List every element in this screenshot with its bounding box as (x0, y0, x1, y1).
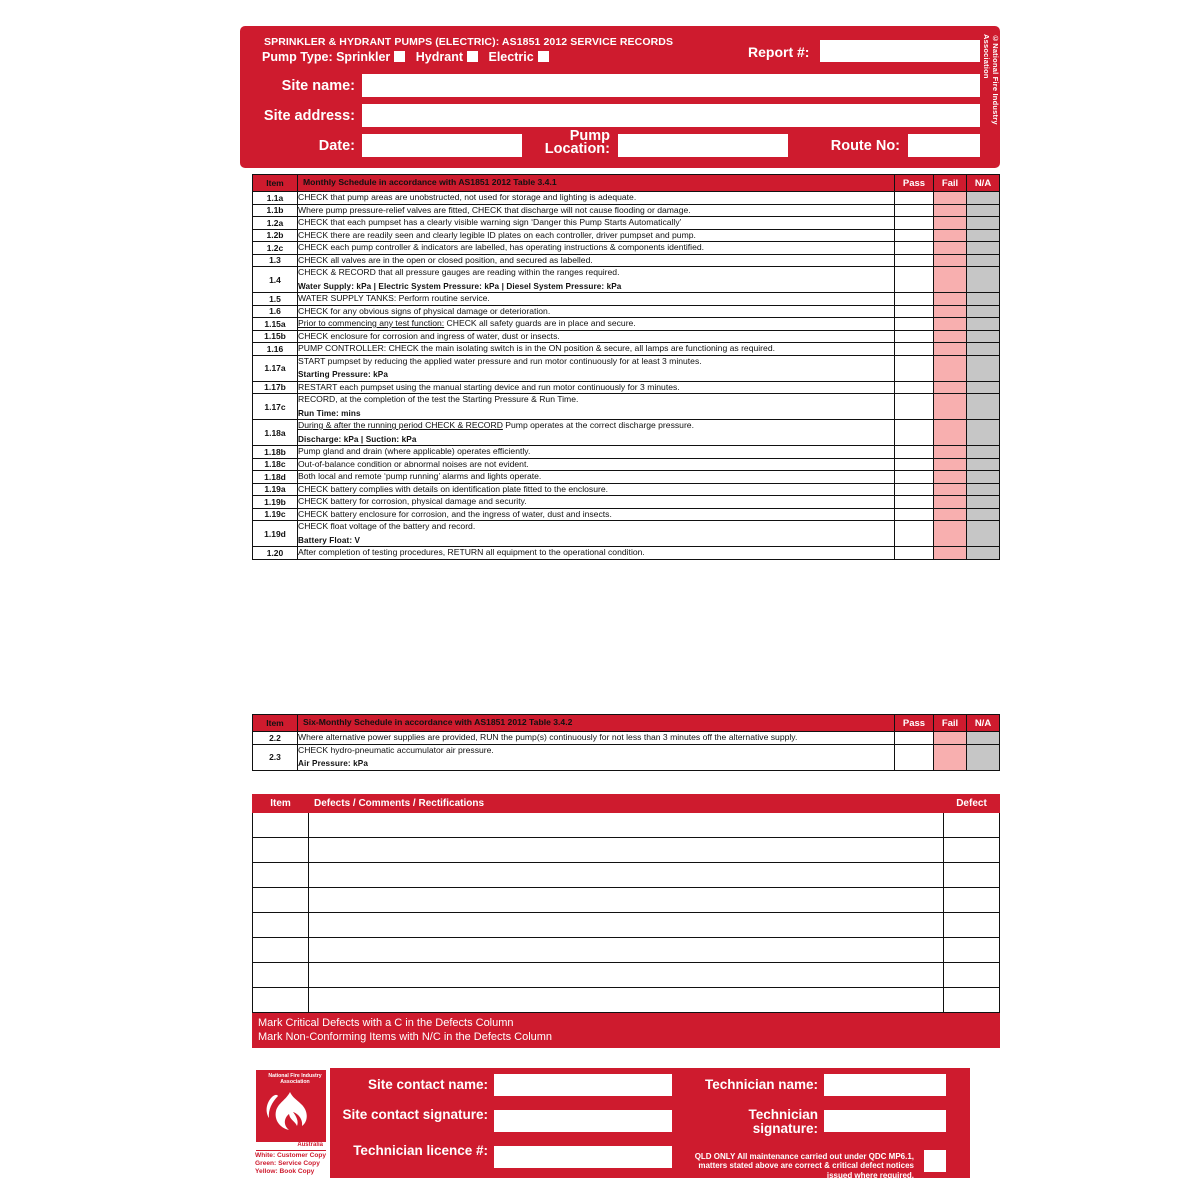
critical-defect-note: Mark Critical Defects with a C in the Defects Column (258, 1017, 514, 1029)
checklist-row (253, 508, 1000, 521)
pass-cell[interactable] (895, 267, 934, 293)
checklist-row (253, 355, 1000, 381)
defect-marker-input[interactable] (944, 888, 1000, 913)
row-description (298, 204, 895, 217)
row-description (298, 471, 895, 484)
fail-cell[interactable] (934, 744, 967, 770)
defects-column-header-item: Item (253, 795, 309, 813)
fail-cell[interactable] (934, 355, 967, 381)
fail-cell[interactable] (934, 483, 967, 496)
row-description (298, 547, 895, 560)
defect-item-input[interactable] (253, 813, 309, 838)
row-item-number: 1.3 (253, 254, 298, 267)
column-header-description: Monthly Schedule in accordance with AS1851 2012 Table 3.4.1 (298, 175, 895, 192)
pass-cell[interactable] (895, 305, 934, 318)
fail-cell[interactable] (934, 420, 967, 446)
checklist-row (253, 547, 1000, 560)
copy-legend-yellow: Yellow: Book Copy (255, 1168, 315, 1176)
row-description (298, 254, 895, 267)
pump-type-sprinkler-checkbox[interactable] (394, 51, 405, 62)
row-description-text: CHECK & RECORD that all pressure gauges are reading within the ranges required. (298, 267, 620, 277)
pump-type-hydrant-checkbox[interactable] (467, 51, 478, 62)
checklist-row (253, 254, 1000, 267)
pass-cell[interactable] (895, 192, 934, 205)
defect-description-input[interactable] (309, 813, 944, 838)
column-header-item: Item (253, 175, 298, 192)
column-header-item: Item (253, 715, 298, 732)
na-cell[interactable] (967, 318, 1000, 331)
row-description-text: Pump gland and drain (where applicable) operates efficiently. (298, 446, 531, 456)
logo-red-panel (256, 1070, 326, 1142)
row-description (298, 446, 895, 459)
row-item-number: 2.2 (253, 732, 298, 745)
row-description-text: CHECK each pump controller & indicators are labelled, has operating instructions & components identified. (298, 242, 705, 252)
site-address-input[interactable] (362, 104, 980, 127)
copy-colour-legend (255, 1152, 329, 1177)
row-item-number: 1.1a (253, 192, 298, 205)
defect-marker-input[interactable] (944, 963, 1000, 988)
defect-marker-input[interactable] (944, 938, 1000, 963)
route-number-input[interactable] (908, 134, 980, 157)
defect-marker-input[interactable] (944, 988, 1000, 1013)
pump-type-option-electric-label: Electric (488, 50, 534, 64)
row-item-number: 1.17a (253, 355, 298, 381)
defect-description-input[interactable] (309, 863, 944, 888)
na-cell[interactable] (967, 355, 1000, 381)
column-header-pass: Pass (895, 715, 934, 732)
column-header-fail: Fail (934, 715, 967, 732)
row-measurement-fields[interactable]: Run Time: mins (298, 408, 361, 418)
fail-cell[interactable] (934, 330, 967, 343)
pass-cell[interactable] (895, 355, 934, 381)
na-cell[interactable] (967, 305, 1000, 318)
pump-location-label: Pump Location: (544, 128, 610, 157)
row-item-number: 1.4 (253, 267, 298, 293)
defect-description-input[interactable] (309, 913, 944, 938)
row-description (298, 192, 895, 205)
checklist-row (253, 471, 1000, 484)
checklist-row (253, 217, 1000, 230)
row-item-number: 1.2a (253, 217, 298, 230)
row-measurement-fields[interactable]: Air Pressure: kPa (298, 759, 368, 768)
report-number-input[interactable] (820, 40, 980, 62)
checklist-row (253, 496, 1000, 509)
defect-entry-row (253, 963, 1000, 988)
pass-cell[interactable] (895, 420, 934, 446)
pass-cell[interactable] (895, 732, 934, 745)
row-item-number: 1.17c (253, 394, 298, 420)
report-number-label: Report #: (748, 44, 810, 60)
defect-entry-row (253, 813, 1000, 838)
row-measurement-fields[interactable]: Battery Float: V (298, 535, 361, 545)
row-description (298, 521, 895, 547)
na-cell[interactable] (967, 204, 1000, 217)
fail-cell[interactable] (934, 496, 967, 509)
date-input[interactable] (362, 134, 522, 157)
row-description-text: During & after the running period CHECK & RECORD Pump operates at the correct discharge pressure. (298, 420, 694, 430)
technician-signature-label: Technician signature: (748, 1107, 818, 1136)
row-item-number: 1.19d (253, 521, 298, 547)
copyright-vertical-text: ©National Fire Industry Association (982, 34, 1000, 125)
pass-cell[interactable] (895, 744, 934, 770)
row-description-text: CHECK battery enclosure for corrosion, and the ingress of water, dust and insects. (298, 508, 612, 519)
row-item-number: 1.17b (253, 381, 298, 394)
checklist-row (253, 420, 1000, 446)
checklist-row (253, 204, 1000, 217)
row-item-number: 1.16 (253, 343, 298, 356)
row-description-text: PUMP CONTROLLER: CHECK the main isolating switch is in the ON position & secure, all lamps are functioning as required. (298, 343, 775, 353)
pass-cell[interactable] (895, 483, 934, 496)
row-description-text: CHECK enclosure for corrosion and ingress of water, dust or insects. (298, 330, 560, 341)
row-item-number: 1.18a (253, 420, 298, 446)
na-cell[interactable] (967, 496, 1000, 509)
row-item-number: 1.19c (253, 508, 298, 521)
pass-cell[interactable] (895, 496, 934, 509)
row-item-number: 1.2c (253, 242, 298, 255)
na-cell[interactable] (967, 508, 1000, 521)
row-description (298, 355, 895, 381)
route-number-label: Route No: (830, 138, 900, 154)
fail-cell[interactable] (934, 229, 967, 242)
checklist-row (253, 446, 1000, 459)
row-description-text: CHECK all valves are in the open or closed position, and secured as labelled. (298, 254, 593, 265)
defect-item-input[interactable] (253, 938, 309, 963)
flame-icon (256, 1070, 326, 1142)
na-cell[interactable] (967, 744, 1000, 770)
row-description-text: After completion of testing procedures, RETURN all equipment to the operational condition. (298, 547, 645, 557)
row-description (298, 483, 895, 496)
na-cell[interactable] (967, 521, 1000, 547)
row-description (298, 293, 895, 306)
column-header-na: N/A (967, 175, 1000, 192)
signature-footer (252, 1068, 970, 1178)
checklist-row (253, 483, 1000, 496)
defect-description-input[interactable] (309, 963, 944, 988)
row-description-text: Prior to commencing any test function: CHECK all safety guards are in place and secure. (298, 318, 636, 328)
defect-entry-row (253, 888, 1000, 913)
qld-compliance-note: QLD ONLY All maintenance carried out under QDC MP6.1, matters stated above are correct & critical defect notices issued where required. (694, 1152, 914, 1180)
pass-cell[interactable] (895, 217, 934, 230)
form-title: SPRINKLER & HYDRANT PUMPS (ELECTRIC): AS1851 2012 SERVICE RECORDS (264, 36, 674, 48)
fail-cell[interactable] (934, 305, 967, 318)
technician-name-label: Technician name: (704, 1077, 818, 1092)
row-item-number: 1.19a (253, 483, 298, 496)
checklist-row (253, 242, 1000, 255)
fail-cell[interactable] (934, 446, 967, 459)
row-description (298, 330, 895, 343)
row-description (298, 267, 895, 293)
technician-licence-label: Technician licence #: (353, 1143, 488, 1158)
pass-cell[interactable] (895, 242, 934, 255)
defects-table (252, 794, 1000, 1013)
site-contact-name-label: Site contact name: (367, 1077, 488, 1092)
pass-cell[interactable] (895, 508, 934, 521)
na-cell[interactable] (967, 343, 1000, 356)
defect-item-input[interactable] (253, 963, 309, 988)
row-item-number: 1.15b (253, 330, 298, 343)
copy-legend-white: White: Customer Copy (255, 1152, 327, 1159)
fail-cell[interactable] (934, 293, 967, 306)
defects-column-header-description: Defects / Comments / Rectifications (309, 795, 944, 813)
fail-cell[interactable] (934, 242, 967, 255)
pass-cell[interactable] (895, 254, 934, 267)
non-conforming-note: Mark Non-Conforming Items with N/C in the Defects Column (258, 1031, 553, 1043)
site-contact-name-input[interactable] (494, 1074, 672, 1096)
pass-cell[interactable] (895, 471, 934, 484)
row-item-number: 1.20 (253, 547, 298, 560)
fail-cell[interactable] (934, 471, 967, 484)
defect-marker-input[interactable] (944, 838, 1000, 863)
pass-cell[interactable] (895, 521, 934, 547)
fail-cell[interactable] (934, 204, 967, 217)
fail-cell[interactable] (934, 267, 967, 293)
row-description-text: START pumpset by reducing the applied water pressure and run motor continuously for at least 3 minutes. (298, 355, 702, 366)
row-item-number: 2.3 (253, 744, 298, 770)
logo-divider (256, 1150, 326, 1151)
six-monthly-schedule-table (252, 714, 1000, 771)
row-description-text: CHECK for any obvious signs of physical damage or deterioration. (298, 305, 551, 316)
pass-cell[interactable] (895, 394, 934, 420)
defect-entry-row (253, 863, 1000, 888)
defect-description-input[interactable] (309, 938, 944, 963)
na-cell[interactable] (967, 483, 1000, 496)
row-description (298, 217, 895, 230)
checklist-row (253, 381, 1000, 394)
row-description-text: Out-of-balance condition or abnormal noises are not evident. (298, 458, 529, 469)
defect-item-input[interactable] (253, 913, 309, 938)
fail-cell[interactable] (934, 521, 967, 547)
na-cell[interactable] (967, 381, 1000, 394)
date-label: Date: (318, 138, 355, 154)
pass-cell[interactable] (895, 458, 934, 471)
site-name-input[interactable] (362, 74, 980, 97)
fail-cell[interactable] (934, 547, 967, 560)
row-description-text: Both local and remote ‘pump running’ alarms and lights operate. (298, 471, 542, 481)
pump-type-label: Pump Type: (262, 50, 333, 64)
defect-item-input[interactable] (253, 838, 309, 863)
row-description-text: CHECK there are readily seen and clearly legible ID plates on each controller, driver pumpset and pump. (298, 229, 696, 240)
fail-cell[interactable] (934, 318, 967, 331)
defects-column-header-defect: Defect (944, 795, 1000, 813)
row-description-text: RECORD, at the completion of the test the Starting Pressure & Run Time. (298, 394, 579, 404)
na-cell[interactable] (967, 458, 1000, 471)
fail-cell[interactable] (934, 732, 967, 745)
row-description (298, 381, 895, 394)
na-cell[interactable] (967, 547, 1000, 560)
checklist-row (253, 318, 1000, 331)
fail-cell[interactable] (934, 254, 967, 267)
monthly-schedule-table (252, 174, 1000, 560)
defect-item-input[interactable] (253, 888, 309, 913)
fail-cell[interactable] (934, 508, 967, 521)
row-description (298, 744, 895, 770)
row-item-number: 1.19b (253, 496, 298, 509)
checklist-row (253, 293, 1000, 306)
qld-compliance-checkbox[interactable] (924, 1150, 946, 1172)
site-address-label: Site address: (263, 108, 355, 124)
row-description-text: CHECK that pump areas are unobstructed, not used for storage and lighting is adequate. (298, 192, 637, 202)
pass-cell[interactable] (895, 381, 934, 394)
row-description (298, 508, 895, 521)
na-cell[interactable] (967, 242, 1000, 255)
defect-description-input[interactable] (309, 888, 944, 913)
na-cell[interactable] (967, 254, 1000, 267)
defect-description-input[interactable] (309, 838, 944, 863)
site-contact-signature-input[interactable] (494, 1110, 672, 1132)
row-description (298, 229, 895, 242)
row-item-number: 1.5 (253, 293, 298, 306)
row-description-text: CHECK hydro-pneumatic accumulator air pressure. (298, 744, 494, 755)
pump-type-row (262, 50, 556, 64)
row-description (298, 732, 895, 745)
row-description (298, 496, 895, 509)
row-description-text: RESTART each pumpset using the manual starting device and run motor continuously for 3 minutes. (298, 381, 680, 392)
na-cell[interactable] (967, 446, 1000, 459)
pump-type-option-sprinkler-label: Sprinkler (336, 50, 391, 64)
defect-entry-row (253, 938, 1000, 963)
fail-cell[interactable] (934, 343, 967, 356)
defect-entry-row (253, 838, 1000, 863)
site-name-label: Site name: (281, 78, 355, 94)
technician-signature-input[interactable] (824, 1110, 946, 1132)
fail-cell[interactable] (934, 458, 967, 471)
row-item-number: 1.6 (253, 305, 298, 318)
pump-type-electric-checkbox[interactable] (538, 51, 549, 62)
na-cell[interactable] (967, 229, 1000, 242)
na-cell[interactable] (967, 420, 1000, 446)
checklist-row (253, 744, 1000, 770)
row-description (298, 305, 895, 318)
row-description-text: Where pump pressure-relief valves are fitted, CHECK that discharge will not cause flooding or damage. (298, 204, 691, 215)
row-item-number: 1.15a (253, 318, 298, 331)
na-cell[interactable] (967, 471, 1000, 484)
row-description-text: CHECK battery for corrosion, physical damage and security. (298, 496, 527, 506)
checklist-row (253, 330, 1000, 343)
column-header-pass: Pass (895, 175, 934, 192)
technician-licence-input[interactable] (494, 1146, 672, 1168)
fail-cell[interactable] (934, 217, 967, 230)
column-header-description: Six-Monthly Schedule in accordance with AS1851 2012 Table 3.4.2 (298, 715, 895, 732)
checklist-row (253, 192, 1000, 205)
checklist-row (253, 305, 1000, 318)
pump-type-option-hydrant-label: Hydrant (415, 50, 463, 64)
defect-entry-row (253, 913, 1000, 938)
logo-name-text: National Fire Industry Association (268, 1073, 322, 1086)
checklist-row (253, 732, 1000, 745)
row-item-number: 1.1b (253, 204, 298, 217)
checklist-row (253, 343, 1000, 356)
defect-marker-input[interactable] (944, 863, 1000, 888)
na-cell[interactable] (967, 394, 1000, 420)
na-cell[interactable] (967, 192, 1000, 205)
logo-country-label: Australia (297, 1142, 323, 1148)
row-description-text: CHECK that each pumpset has a clearly visible warning sign ‘Danger this Pump Starts Automatically’ (298, 217, 682, 227)
row-description-text: WATER SUPPLY TANKS: Perform routine service. (298, 293, 490, 303)
checklist-row (253, 394, 1000, 420)
column-header-na: N/A (967, 715, 1000, 732)
defect-description-input[interactable] (309, 988, 944, 1013)
defect-marker-input[interactable] (944, 813, 1000, 838)
column-header-fail: Fail (934, 175, 967, 192)
na-cell[interactable] (967, 267, 1000, 293)
row-description (298, 458, 895, 471)
row-measurement-fields[interactable]: Water Supply: kPa | Electric System Pressure: kPa | Diesel System Pressure: kPa (298, 281, 622, 291)
fail-cell[interactable] (934, 381, 967, 394)
pass-cell[interactable] (895, 293, 934, 306)
pass-cell[interactable] (895, 547, 934, 560)
row-measurement-fields[interactable]: Starting Pressure: kPa (298, 370, 389, 379)
defect-item-input[interactable] (253, 988, 309, 1013)
row-item-number: 1.18c (253, 458, 298, 471)
pass-cell[interactable] (895, 229, 934, 242)
na-cell[interactable] (967, 732, 1000, 745)
defects-header-row (253, 795, 1000, 813)
pass-cell[interactable] (895, 446, 934, 459)
row-description-text: CHECK float voltage of the battery and record. (298, 521, 476, 531)
row-measurement-fields[interactable]: Discharge: kPa | Suction: kPa (298, 434, 417, 444)
row-item-number: 1.18d (253, 471, 298, 484)
site-contact-signature-label: Site contact signature: (342, 1107, 488, 1122)
fail-cell[interactable] (934, 192, 967, 205)
pass-cell[interactable] (895, 343, 934, 356)
checklist-row (253, 458, 1000, 471)
checklist-row (253, 229, 1000, 242)
checklist-row (253, 521, 1000, 547)
row-description (298, 318, 895, 331)
row-item-number: 1.18b (253, 446, 298, 459)
row-description-text: Where alternative power supplies are provided, RUN the pump(s) continuously for not less than 3 minutes off the alternative supply. (298, 732, 798, 742)
row-description (298, 242, 895, 255)
nfia-logo (252, 1068, 330, 1178)
row-item-number: 1.2b (253, 229, 298, 242)
row-description (298, 394, 895, 420)
fail-cell[interactable] (934, 394, 967, 420)
row-description (298, 420, 895, 446)
na-cell[interactable] (967, 330, 1000, 343)
table-header-row (253, 175, 1000, 192)
na-cell[interactable] (967, 293, 1000, 306)
form-header (240, 26, 1000, 168)
defect-marker-input[interactable] (944, 913, 1000, 938)
row-description (298, 343, 895, 356)
technician-name-input[interactable] (824, 1074, 946, 1096)
pass-cell[interactable] (895, 204, 934, 217)
copy-legend-green: Green: Service Copy (255, 1160, 320, 1168)
defect-marking-note (252, 1013, 1000, 1048)
pass-cell[interactable] (895, 318, 934, 331)
table-header-row (253, 715, 1000, 732)
defect-entry-row (253, 988, 1000, 1013)
na-cell[interactable] (967, 217, 1000, 230)
row-description-text: CHECK battery complies with details on identification plate fitted to the enclosure. (298, 483, 609, 494)
pass-cell[interactable] (895, 330, 934, 343)
defect-item-input[interactable] (253, 863, 309, 888)
checklist-row (253, 267, 1000, 293)
